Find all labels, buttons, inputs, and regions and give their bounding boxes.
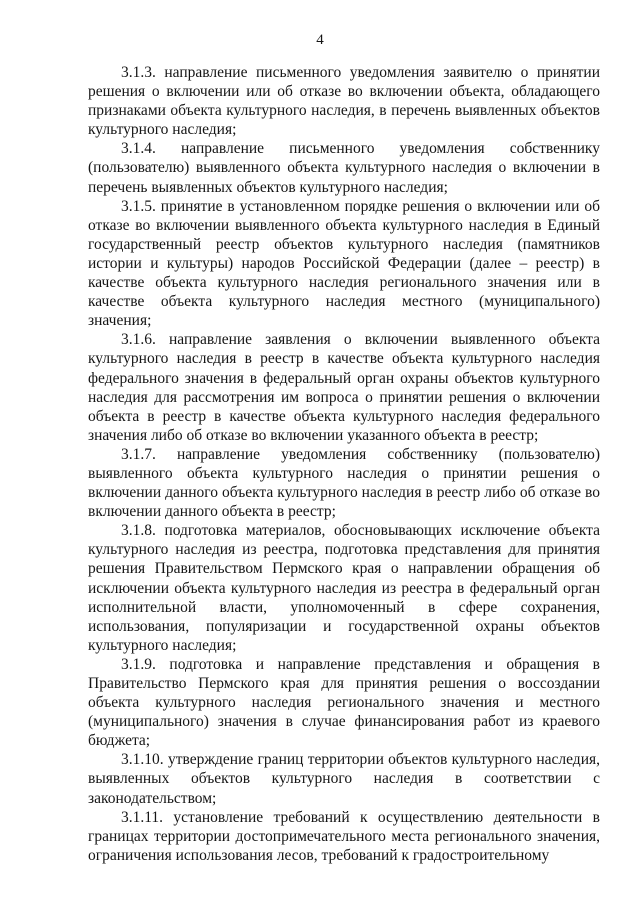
document-body [88,63,600,865]
clause-3-1-5: 3.1.5. принятие в установленном порядке решения о включении или об отказе во включении выявленного объекта культурного наследия в Единый государственный реестр объектов культурного наследия (памятников истории и культуры) народов Российской Федерации (далее – реестр) в качестве объекта культурного наследия регионального значения или в качестве объекта культурного наследия местного (муниципального) значения; [88,197,600,330]
clause-3-1-7: 3.1.7. направление уведомления собственнику (пользователю) выявленного объекта культурного наследия о принятии решения о включении данного объекта культурного наследия в реестр либо об отказе во включении данного объекта в реестр; [88,445,600,521]
clause-3-1-4: 3.1.4. направление письменного уведомления собственнику (пользователю) выявленного объекта культурного наследия о включении в перечень выявленных объектов культурного наследия; [88,140,600,196]
clause-3-1-8: 3.1.8. подготовка материалов, обосновывающих исключение объекта культурного наследия из реестра, подготовка представления для принятия решения Правительством Пермского края о направлении обращения об исключении объекта культурного наследия из реестра в федеральный орган исполнительной власти, уполномоченный в сфере сохранения, использования, популяризации и государственной охраны объектов культурного наследия; [88,522,600,654]
clause-3-1-11: 3.1.11. установление требований к осуществлению деятельности в границах территории достопримечательного места регионального значения, ограничения использования лесов, требований к градостроительному [88,808,600,864]
clause-3-1-3: 3.1.3. направление письменного уведомления заявителю о принятии решения о включении или об отказе во включении объекта, обладающего признаками объекта культурного наследия, в перечень выявленных объектов культурного наследия; [88,64,600,139]
clause-3-1-9: 3.1.9. подготовка и направление представления и обращения в Правительство Пермского края для принятия решения о воссоздании объекта культурного наследия регионального значения и местного (муниципального) значения в случае финансирования работ из краевого бюджета; [88,655,600,750]
clause-3-1-10: 3.1.10. утверждение границ территории объектов культурного наследия, выявленных объектов культурного наследия в соответствии с законодательством; [88,751,600,807]
clause-3-1-6: 3.1.6. направление заявления о включении выявленного объекта культурного наследия в реестр в качестве объекта культурного наследия федерального значения в федеральный орган охраны объектов культурного наследия для рассмотрения им вопроса о принятии решения о включении объекта в реестр в качестве объекта культурного наследия федерального значения либо об отказе во включении указанного объекта в реестр; [88,331,600,444]
page-number: 4 [316,32,324,48]
